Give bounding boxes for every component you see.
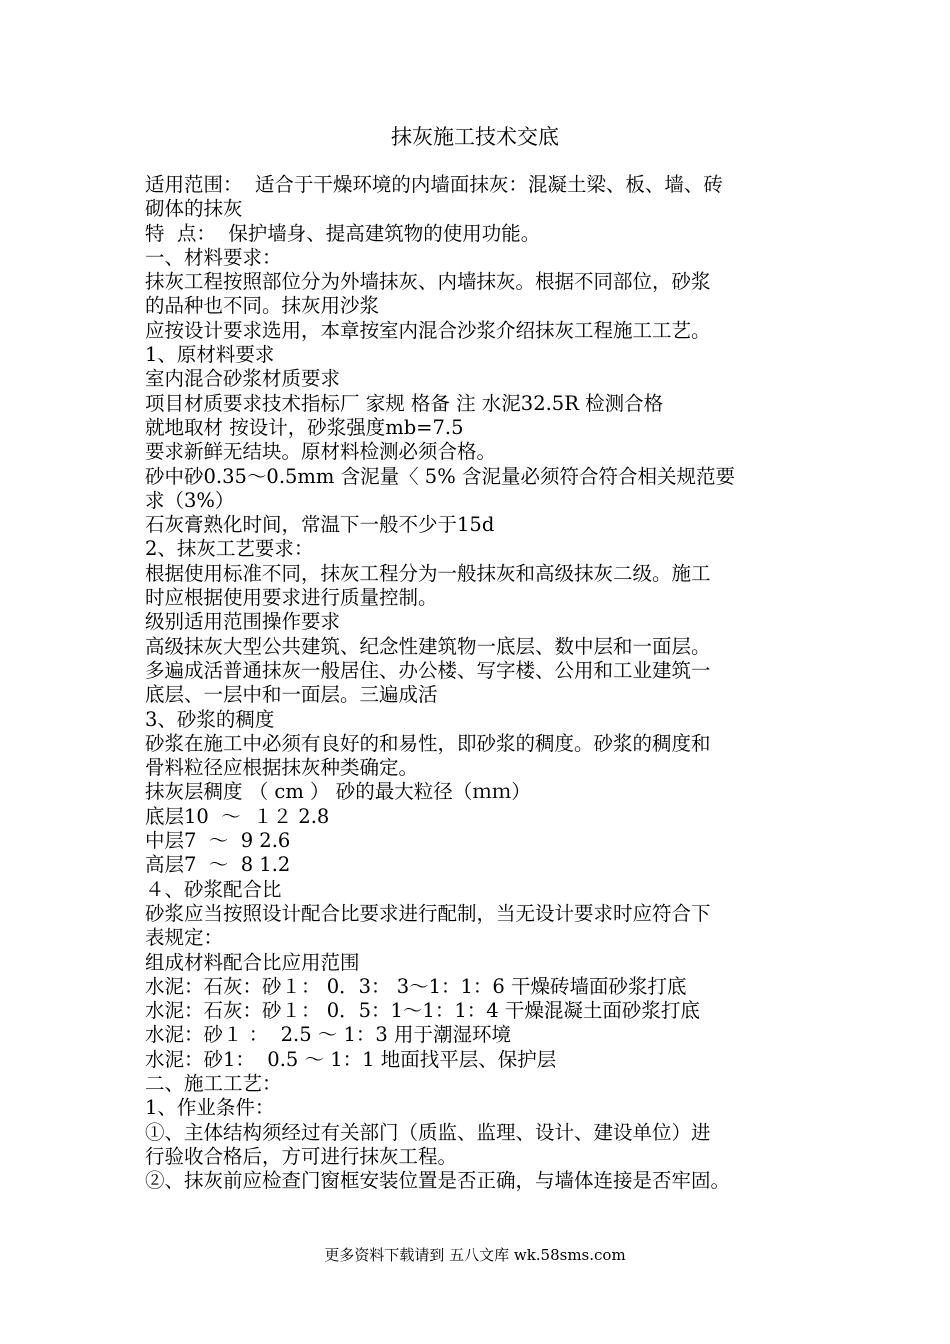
text-line: ４、砂浆配合比 bbox=[145, 877, 282, 901]
text-line: 2、抹灰工艺要求： bbox=[145, 537, 314, 561]
text-line: 砂浆应当按照设计配合比要求进行配制，当无设计要求时应符合下 bbox=[145, 901, 711, 925]
text-line: 水泥：石灰：砂１： 0．5：1～1：1：4 干燥混凝土面砂浆打底 bbox=[145, 999, 700, 1023]
page-footer: 更多资料下载请到 五八文库 wk.58sms.com bbox=[324, 1246, 626, 1264]
text-line: 底层、一层中和一面层。三遍成活 bbox=[145, 683, 438, 707]
text-line: 砌体的抹灰 bbox=[145, 197, 243, 221]
text-line: 就地取材 按设计，砂浆强度mb=7.5 bbox=[145, 415, 464, 439]
text-line: 水泥：砂１ ： 2.5 ～ 1：3 用于潮湿环境 bbox=[145, 1023, 512, 1047]
text-line: 组成材料配合比应用范围 bbox=[145, 950, 360, 974]
text-line: 的品种也不同。抹灰用沙浆 bbox=[145, 294, 380, 318]
text-line: 应按设计要求选用，本章按室内混合沙浆介绍抹灰工程施工工艺。 bbox=[145, 318, 711, 342]
text-line: 室内混合砂浆材质要求 bbox=[145, 367, 341, 391]
text-line: 根据使用标准不同，抹灰工程分为一般抹灰和高级抹灰二级。施工 bbox=[145, 561, 711, 585]
text-line: 1、作业条件： bbox=[145, 1096, 275, 1120]
document-title: 抹灰施工技术交底 bbox=[391, 125, 559, 149]
text-line: 要求新鲜无结块。原材料检测必须合格。 bbox=[145, 440, 497, 464]
text-line: 石灰膏熟化时间，常温下一般不少于15d bbox=[145, 513, 495, 537]
text-line: 1、原材料要求 bbox=[145, 343, 275, 367]
text-line: 行验收合格后，方可进行抹灰工程。 bbox=[145, 1144, 458, 1168]
text-line: 骨料粒径应根据抹灰种类确定。 bbox=[145, 756, 419, 780]
text-line: 二、施工工艺： bbox=[145, 1071, 282, 1095]
text-line: 一、材料要求： bbox=[145, 245, 282, 269]
text-line: 高级抹灰大型公共建筑、纪念性建筑物一底层、数中层和一面层。 bbox=[145, 634, 711, 658]
text-line: 求（3%） bbox=[145, 488, 235, 512]
text-line: 表规定： bbox=[145, 926, 224, 950]
text-line: 项目材质要求技术指标厂 家规 格备 注 水泥32.5R 检测合格 bbox=[145, 391, 664, 415]
text-line: 级别适用范围操作要求 bbox=[145, 610, 341, 634]
text-line: 特 点： 保护墙身、提高建筑物的使用功能。 bbox=[145, 221, 541, 245]
text-line: 抹灰工程按照部位分为外墙抹灰、内墙抹灰。根据不同部位，砂浆 bbox=[145, 270, 711, 294]
text-line: 多遍成活普通抹灰一般居住、办公楼、写字楼、公用和工业建筑一 bbox=[145, 658, 711, 682]
text-line: 水泥：砂1： 0.5 ～ 1：1 地面找平层、保护层 bbox=[145, 1047, 557, 1071]
text-line: 水泥：石灰：砂１： 0．3： 3～1：1：6 干燥砖墙面砂浆打底 bbox=[145, 974, 687, 998]
text-line: 中层7 ～ 9 2.6 bbox=[145, 829, 291, 853]
text-line: ②、抹灰前应检查门窗框安装位置是否正确，与墙体连接是否牢固。 bbox=[145, 1169, 731, 1193]
text-line: 适用范围： 适合于干燥环境的内墙面抹灰：混凝土梁、板、墙、砖 bbox=[145, 173, 723, 196]
text-line: 抹灰层稠度 （ cm ） 砂的最大粒径（ｍｍ） bbox=[145, 780, 531, 804]
text-line: 3、砂浆的稠度 bbox=[145, 707, 275, 731]
text-line: 时应根据使用要求进行质量控制。 bbox=[145, 586, 438, 610]
text-line: 高层7 ～ 8 1.2 bbox=[145, 853, 291, 877]
text-line: 砂中砂0.35～0.5mm 含泥量〈 5% 含泥量必须符合符合相关规范要 bbox=[145, 464, 735, 488]
text-line: 砂浆在施工中必须有良好的和易性，即砂浆的稠度。砂浆的稠度和 bbox=[145, 731, 711, 755]
document-body bbox=[145, 173, 825, 1193]
text-line: ①、主体结构须经过有关部门（质监、监理、设计、建设单位）进 bbox=[145, 1120, 711, 1144]
text-line: 底层10 ～ １２ 2.8 bbox=[145, 804, 330, 828]
